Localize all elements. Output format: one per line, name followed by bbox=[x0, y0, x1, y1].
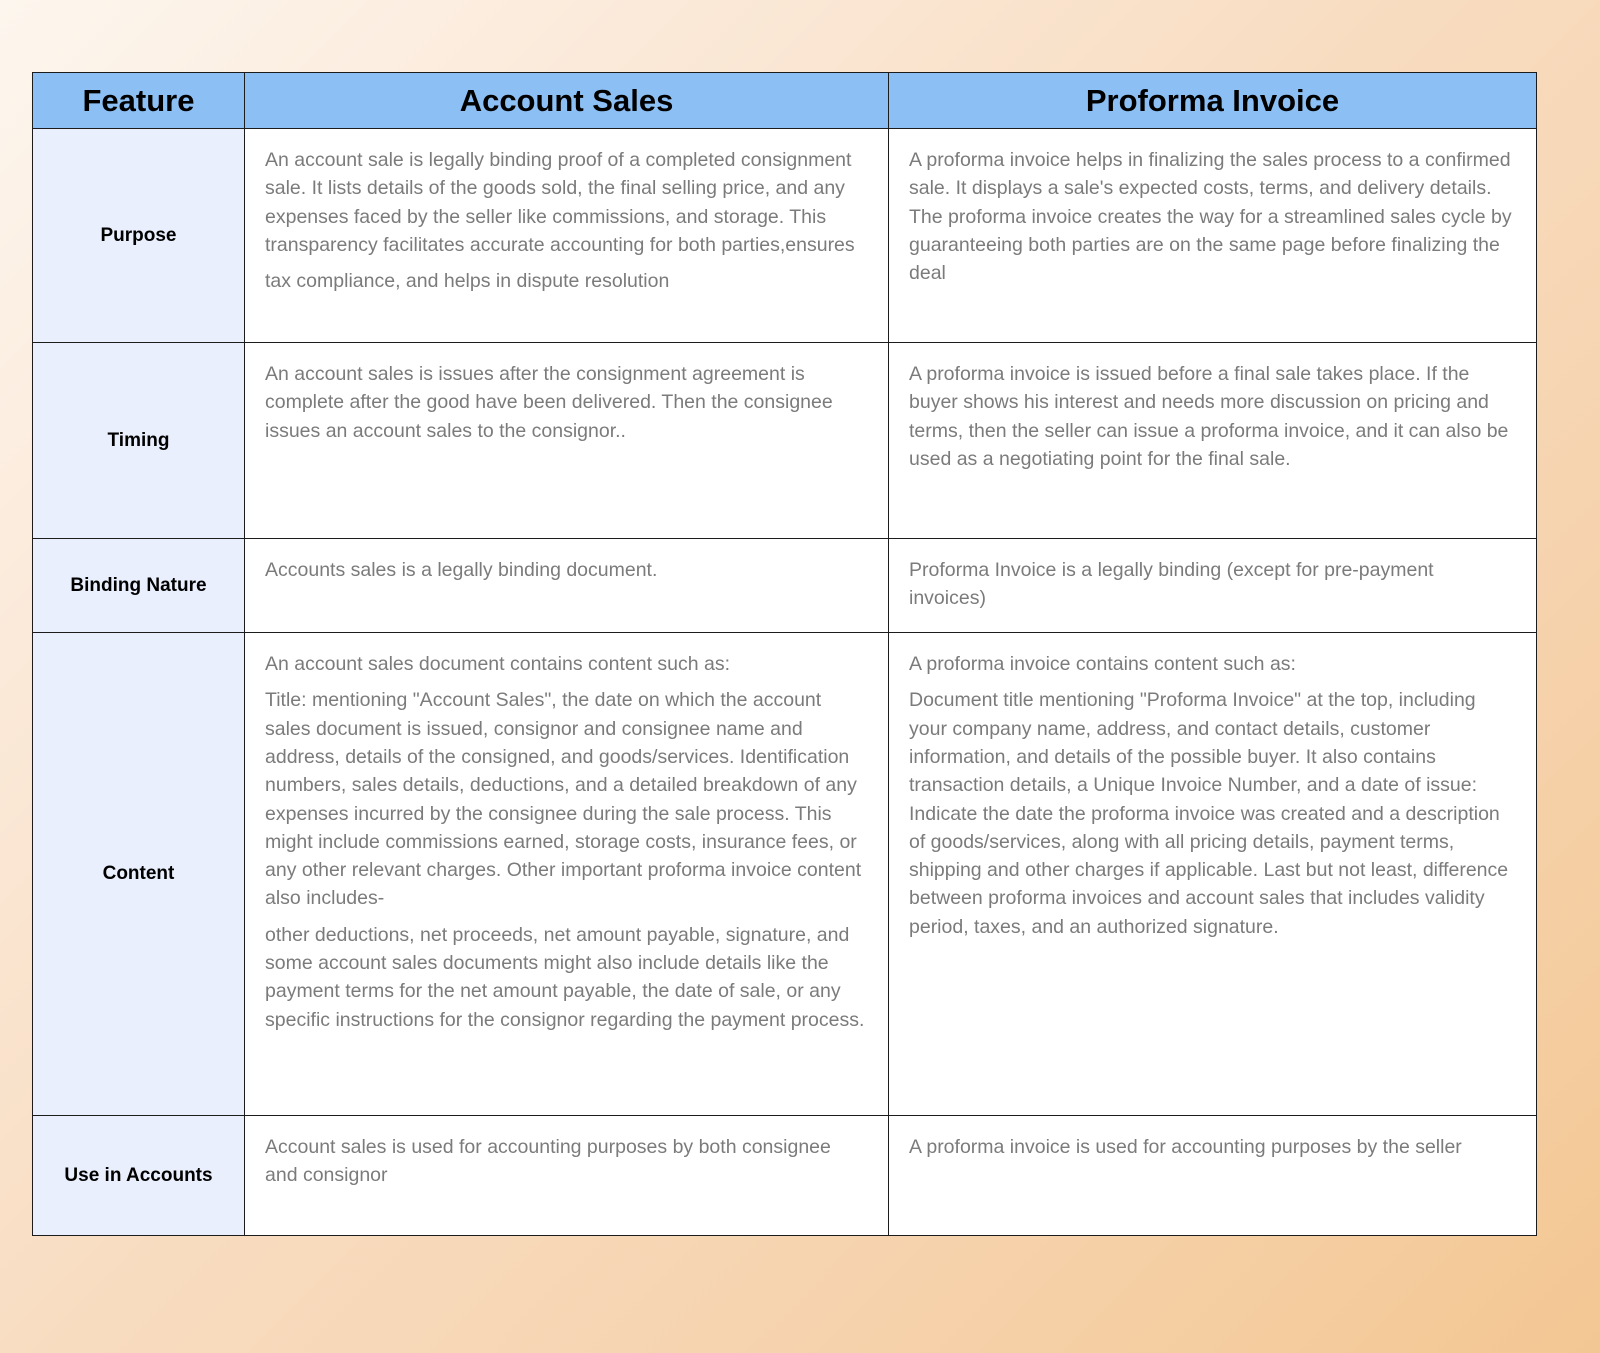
paragraph: Title: mentioning "Account Sales", the date on which the account sales document is issued, consignor and consignee name and address, details of the consigned, and goods/services. Identification numbers, sales details, deductions, and a detailed breakdown of any expenses incurred by the consignee during the sale process. This might include commissions earned, storage costs, insurance fees, or any other relevant charges. Other important proforma invoice content also includes- bbox=[265, 689, 862, 910]
feature-label-use-in-accounts: Use in Accounts bbox=[33, 1116, 245, 1236]
column-header-feature: Feature bbox=[33, 73, 245, 129]
cell-timing-proforma-invoice bbox=[889, 343, 1537, 539]
paragraph: A proforma invoice contains content such as: bbox=[909, 653, 1296, 675]
table-row bbox=[33, 633, 1537, 1116]
table-row bbox=[33, 539, 1537, 633]
feature-label-purpose: Purpose bbox=[33, 129, 245, 343]
paragraph: A proforma invoice is used for accounting purposes by the seller bbox=[909, 1136, 1462, 1158]
cell-content-proforma-invoice bbox=[889, 633, 1537, 1116]
paragraph: A proforma invoice is issued before a final sale takes place. If the buyer shows his interest and needs more discussion on pricing and terms, then the seller can issue a proforma invoice, and it can also be used as a negotiating point for the final sale. bbox=[909, 363, 1509, 470]
comparison-table-wrapper bbox=[32, 72, 1536, 1236]
table-header bbox=[33, 73, 1537, 129]
column-header-account-sales: Account Sales bbox=[245, 73, 889, 129]
table-header-row bbox=[33, 73, 1537, 129]
paragraph: An account sales document contains content such as: bbox=[265, 653, 731, 675]
cell-binding-nature-account-sales bbox=[245, 539, 889, 633]
feature-label-binding-nature: Binding Nature bbox=[33, 539, 245, 633]
cell-content-account-sales bbox=[245, 633, 889, 1116]
table-row bbox=[33, 1116, 1537, 1236]
paragraph: Accounts sales is a legally binding document. bbox=[265, 559, 658, 581]
column-header-proforma-invoice: Proforma Invoice bbox=[889, 73, 1537, 129]
cell-use-in-accounts-account-sales bbox=[245, 1116, 889, 1236]
paragraph: tax compliance, and helps in dispute resolution bbox=[265, 270, 670, 293]
paragraph: A proforma invoice helps in finalizing the sales process to a confirmed sale. It displays a sale's expected costs, terms, and delivery details. The proforma invoice creates the way for a streamlined sales cycle by guaranteeing both parties are on the same page before finalizing the deal bbox=[909, 149, 1512, 285]
cell-binding-nature-proforma-invoice bbox=[889, 539, 1537, 633]
paragraph: Proforma Invoice is a legally binding (except for pre-payment invoices) bbox=[909, 559, 1434, 610]
paragraph: Document title mentioning "Proforma Invoice" at the top, including your company name, address, and contact details, customer information, and details of the possible buyer. It also contains transaction details, a Unique Invoice Number, and a date of issue: Indicate the date the proforma invoice was created and a description of goods/services, along with all pricing details, payment terms, shipping and other charges if applicable. Last but not least, difference between proforma invoices and account sales that includes validity period, taxes, and an authorized signature. bbox=[909, 689, 1509, 938]
cell-timing-account-sales bbox=[245, 343, 889, 539]
comparison-table bbox=[32, 72, 1537, 1236]
table-row bbox=[33, 129, 1537, 343]
paragraph: An account sales is issues after the consignment agreement is complete after the good have been delivered. Then the consignee issues an account sales to the consignor.. bbox=[265, 363, 833, 442]
cell-purpose-proforma-invoice bbox=[889, 129, 1537, 343]
paragraph: other deductions, net proceeds, net amount payable, signature, and some account sales documents might also include details like the payment terms for the net amount payable, the date of sale, or any specific instructions for the consignor regarding the payment process. bbox=[265, 923, 865, 1031]
table-row bbox=[33, 343, 1537, 539]
paragraph: An account sale is legally binding proof of a completed consignment sale. It lists details of the goods sold, the final selling price, and any expenses faced by the seller like commissions, and storage. This transparency facilitates accurate accounting for both parties,ensures bbox=[265, 149, 855, 256]
feature-label-timing: Timing bbox=[33, 343, 245, 539]
table-body bbox=[33, 129, 1537, 1236]
cell-use-in-accounts-proforma-invoice bbox=[889, 1116, 1537, 1236]
feature-label-content: Content bbox=[33, 633, 245, 1116]
cell-purpose-account-sales bbox=[245, 129, 889, 343]
paragraph: Account sales is used for accounting purposes by both consignee and consignor bbox=[265, 1136, 831, 1187]
